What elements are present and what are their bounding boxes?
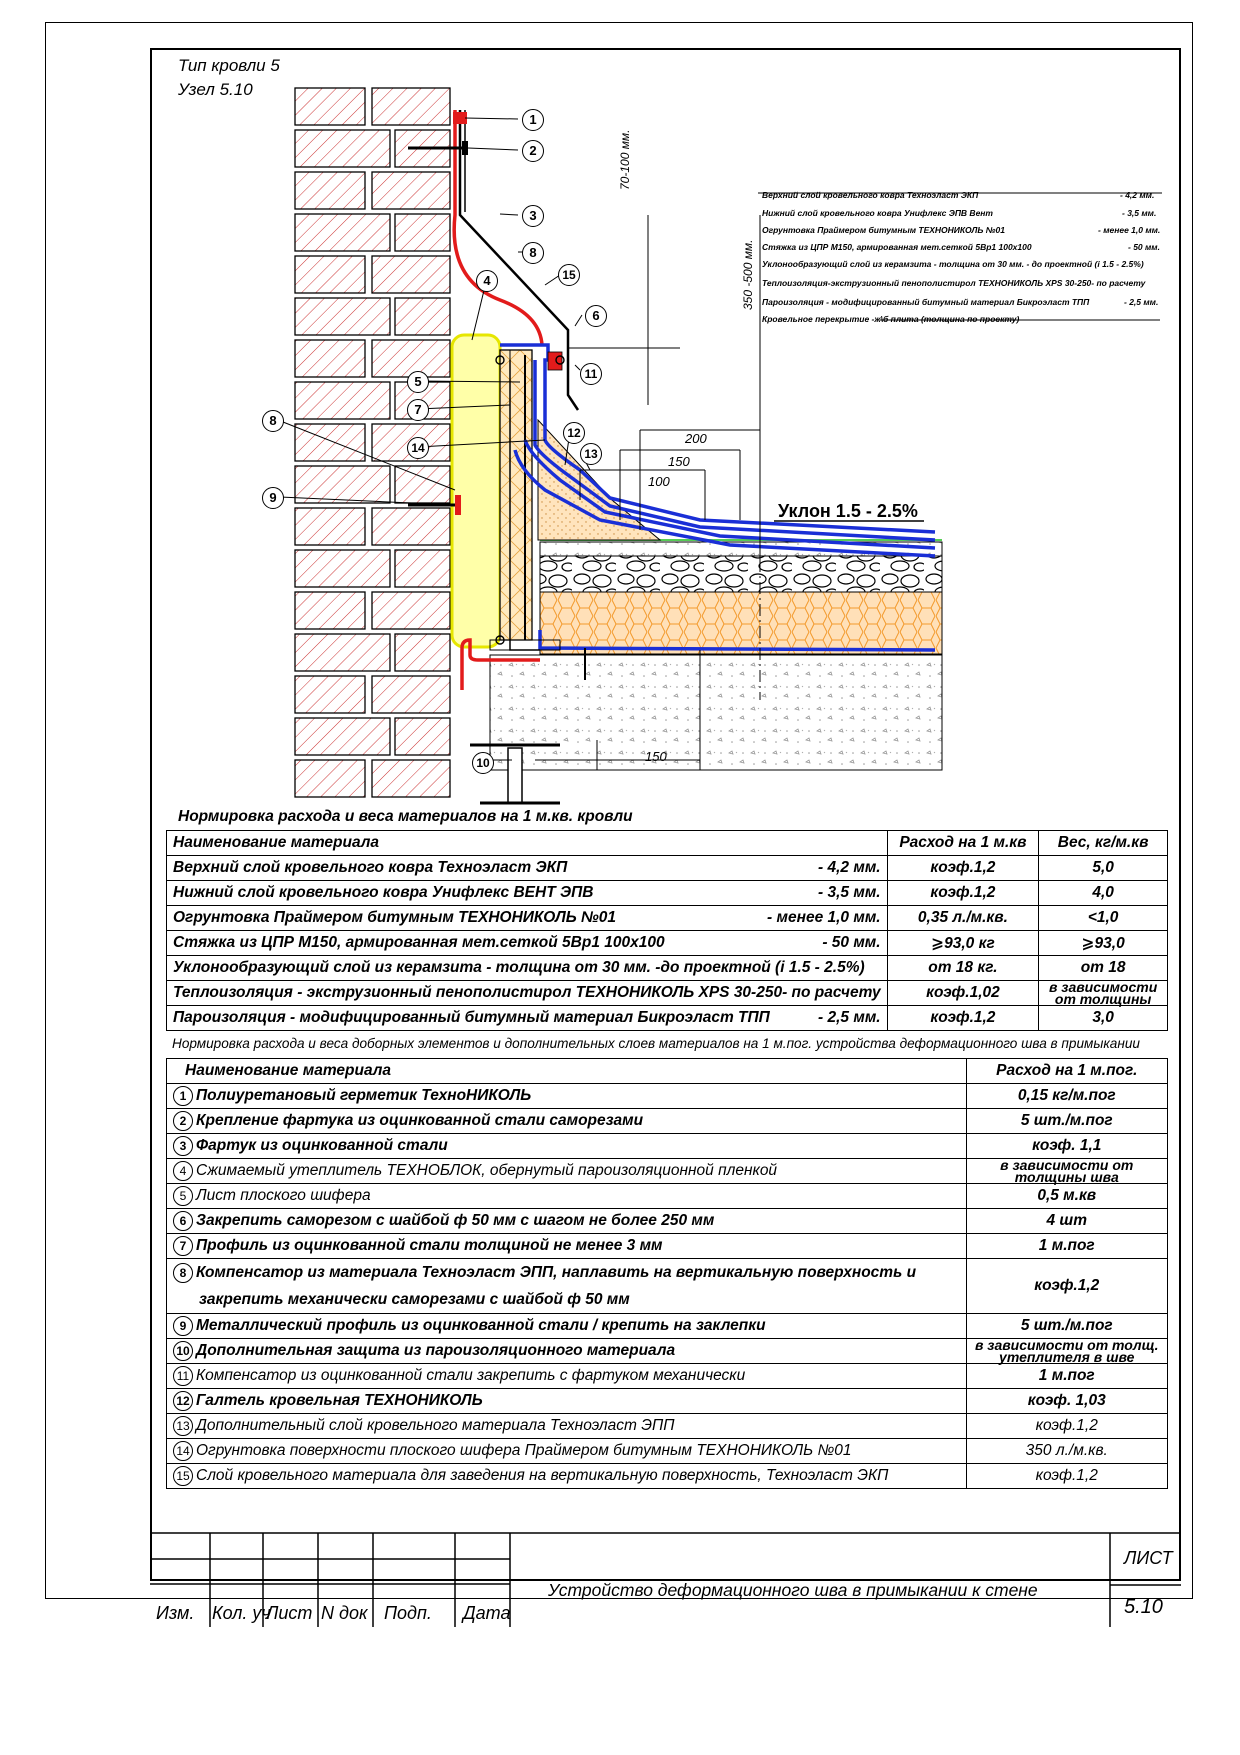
- callout-9: 9: [262, 487, 284, 509]
- stamp-title: Устройство деформационного шва в примыкании к стене: [548, 1580, 1038, 1600]
- table-row: 3 Фартук из оцинкованной стали коэф. 1,1: [167, 1134, 1168, 1159]
- table-row: Нижний слой кровельного ковра Унифлекс ВЕНТ ЭПВ - 3,5 мм. коэф.1,2 4,0: [167, 881, 1168, 906]
- stamp-col-izm: Изм.: [156, 1603, 195, 1623]
- stamp-col-kol: Кол. уч: [212, 1603, 271, 1623]
- stamp-col-list: Лист: [266, 1603, 313, 1623]
- callout-6: 6: [585, 305, 607, 327]
- callout-12: 12: [563, 422, 585, 444]
- table-row: Теплоизоляция - экструзионный пенополистирол ТЕХНОНИКОЛЬ XPS 30-250- по расчету коэф.1,02 в зависимости от толщины: [167, 981, 1168, 1006]
- table-row: 7 Профиль из оцинкованной стали толщиной не менее 3 мм 1 м.пог: [167, 1234, 1168, 1259]
- table-row: 4 Сжимаемый утеплитель ТЕХНОБЛОК, обернутый пароизоляционной пленкой в зависимости от толщины шва: [167, 1159, 1168, 1184]
- roof-type-label: Тип кровли 5: [178, 56, 280, 75]
- table-row: 10 Дополнительная защита из пароизоляционного материала в зависимости от толщ. утеплителя в шве: [167, 1339, 1168, 1364]
- col-header: Расход на 1 м.пог.: [966, 1059, 1167, 1084]
- table1-title: Нормировка расхода и веса материалов на 1 м.кв. кровли: [178, 808, 633, 825]
- dim-70-100: 70-100 мм.: [618, 129, 632, 190]
- table-row: 14 Огрунтовка поверхности плоского шифера Праймером битумным ТЕХНОНИКОЛЬ №01 350 л./м.кв.: [167, 1439, 1168, 1464]
- legend-value: - 4,2 мм.: [1120, 190, 1155, 200]
- dim-100: 100: [648, 474, 670, 489]
- slope-label: Уклон 1.5 - 2.5%: [778, 501, 918, 521]
- table2-title: Нормировка расхода и веса доборных элементов и дополнительных слоев материалов на 1 м.пог. устройства деформационного шва в примыкании: [172, 1036, 1140, 1051]
- legend-item: Нижний слой кровельного ковра Унифлекс ЭПВ Вент: [762, 208, 993, 218]
- table-row: 13 Дополнительный слой кровельного материала Техноэласт ЭПП коэф.1,2: [167, 1414, 1168, 1439]
- callout-2: 2: [522, 140, 544, 162]
- table-row: Уклонообразующий слой из керамзита - толщина от 30 мм. -до проектной (i 1.5 - 2.5%) от 18 кг. от 18: [167, 956, 1168, 981]
- legend-value: - 2,5 мм.: [1124, 297, 1159, 307]
- legend-value: - 3,5 мм.: [1122, 208, 1157, 218]
- table-row: Огрунтовка Праймером битумным ТЕХНОНИКОЛЬ №01 - менее 1,0 мм. 0,35 л./м.кв. <1,0: [167, 906, 1168, 931]
- stamp-col-podp: Подп.: [384, 1603, 432, 1623]
- table-row: 5 Лист плоского шифера 0,5 м.кв: [167, 1184, 1168, 1209]
- dim-150-top: 150: [668, 454, 690, 469]
- callout-3: 3: [522, 205, 544, 227]
- legend-item: Кровельное перекрытие -ж\б плита (толщина по проекту): [762, 314, 1020, 324]
- legend-item: Огрунтовка Праймером битумным ТЕХНОНИКОЛЬ №01: [762, 225, 1005, 235]
- legend-item: Верхний слой кровельного ковра Техноэласт ЭКП: [762, 190, 979, 200]
- legend-item: Пароизоляция - модифицированный битумный материал Бикроэласт ТПП: [762, 297, 1090, 307]
- legend-item: Теплоизоляция-экструзионный пенополистирол ТЕХНОНИКОЛЬ XPS 30-250- по расчету: [762, 278, 1146, 288]
- callout-8a: 8: [522, 242, 544, 264]
- table-row: 1 Полиуретановый герметик ТехноНИКОЛЬ 0,15 кг/м.пог: [167, 1084, 1168, 1109]
- stamp-col-ndok: N док: [321, 1603, 368, 1623]
- table-row: 8 Компенсатор из материала Техноэласт ЭПП, наплавить на вертикальную поверхность и закрепить механически саморезами с шайбой ф 50 мм коэф.1,2: [167, 1259, 1168, 1314]
- node-label: Узел 5.10: [178, 80, 253, 99]
- col-header: Наименование материала: [167, 831, 888, 856]
- sheet-number: 5.10: [1124, 1596, 1163, 1618]
- callout-4: 4: [476, 270, 498, 292]
- col-header: Расход на 1 м.кв: [887, 831, 1039, 856]
- dim-350-500: 350 -500 мм.: [741, 239, 755, 310]
- callout-10: 10: [472, 752, 494, 774]
- callout-14: 14: [407, 437, 429, 459]
- callout-1: 1: [522, 109, 544, 131]
- legend-item: Уклонообразующий слой из керамзита - толщина от 30 мм. - до проектной (i 1.5 - 2.5%): [762, 259, 1144, 269]
- callout-5: 5: [407, 371, 429, 393]
- table-row: 12 Галтель кровельная ТЕХНОНИКОЛЬ коэф. 1,03: [167, 1389, 1168, 1414]
- table-row: Пароизоляция - модифицированный битумный материал Бикроэласт ТПП - 2,5 мм. коэф.1,2 3,0: [167, 1006, 1168, 1031]
- callout-7: 7: [407, 399, 429, 421]
- callout-8b: 8: [262, 410, 284, 432]
- table-row: 6 Закрепить саморезом с шайбой ф 50 мм с шагом не более 250 мм 4 шт: [167, 1209, 1168, 1234]
- dim-150-bottom: 150: [645, 749, 667, 764]
- table-row: 11 Компенсатор из оцинкованной стали закрепить с фартуком механически 1 м.пог: [167, 1364, 1168, 1389]
- callout-15: 15: [558, 264, 580, 286]
- dim-200: 200: [685, 431, 707, 446]
- stamp-col-data: Дата: [463, 1603, 511, 1623]
- legend-value: - менее 1,0 мм.: [1098, 225, 1161, 235]
- col-header: Вес, кг/м.кв: [1039, 831, 1168, 856]
- callout-11: 11: [580, 363, 602, 385]
- table-row: Верхний слой кровельного ковра Техноэласт ЭКП - 4,2 мм. коэф.1,2 5,0: [167, 856, 1168, 881]
- legend-item: Стяжка из ЦПР М150, армированная мет.сеткой 5Вр1 100х100: [762, 242, 1032, 252]
- table-row: 2 Крепление фартука из оцинкованной стали саморезами 5 шт./м.пог: [167, 1109, 1168, 1134]
- col-header: Наименование материала: [167, 1059, 967, 1084]
- sheet-label: ЛИСТ: [1124, 1548, 1173, 1568]
- table-row: 15 Слой кровельного материала для заведения на вертикальную поверхность, Техноэласт ЭКП коэф.1,2: [167, 1464, 1168, 1489]
- legend-value: - 50 мм.: [1128, 242, 1160, 252]
- table-row: Стяжка из ЦПР М150, армированная мет.сеткой 5Вр1 100х100 - 50 мм. ⩾93,0 кг ⩾93,0: [167, 931, 1168, 956]
- callout-13: 13: [580, 443, 602, 465]
- table-row: 9 Металлический профиль из оцинкованной стали / крепить на заклепки 5 шт./м.пог: [167, 1314, 1168, 1339]
